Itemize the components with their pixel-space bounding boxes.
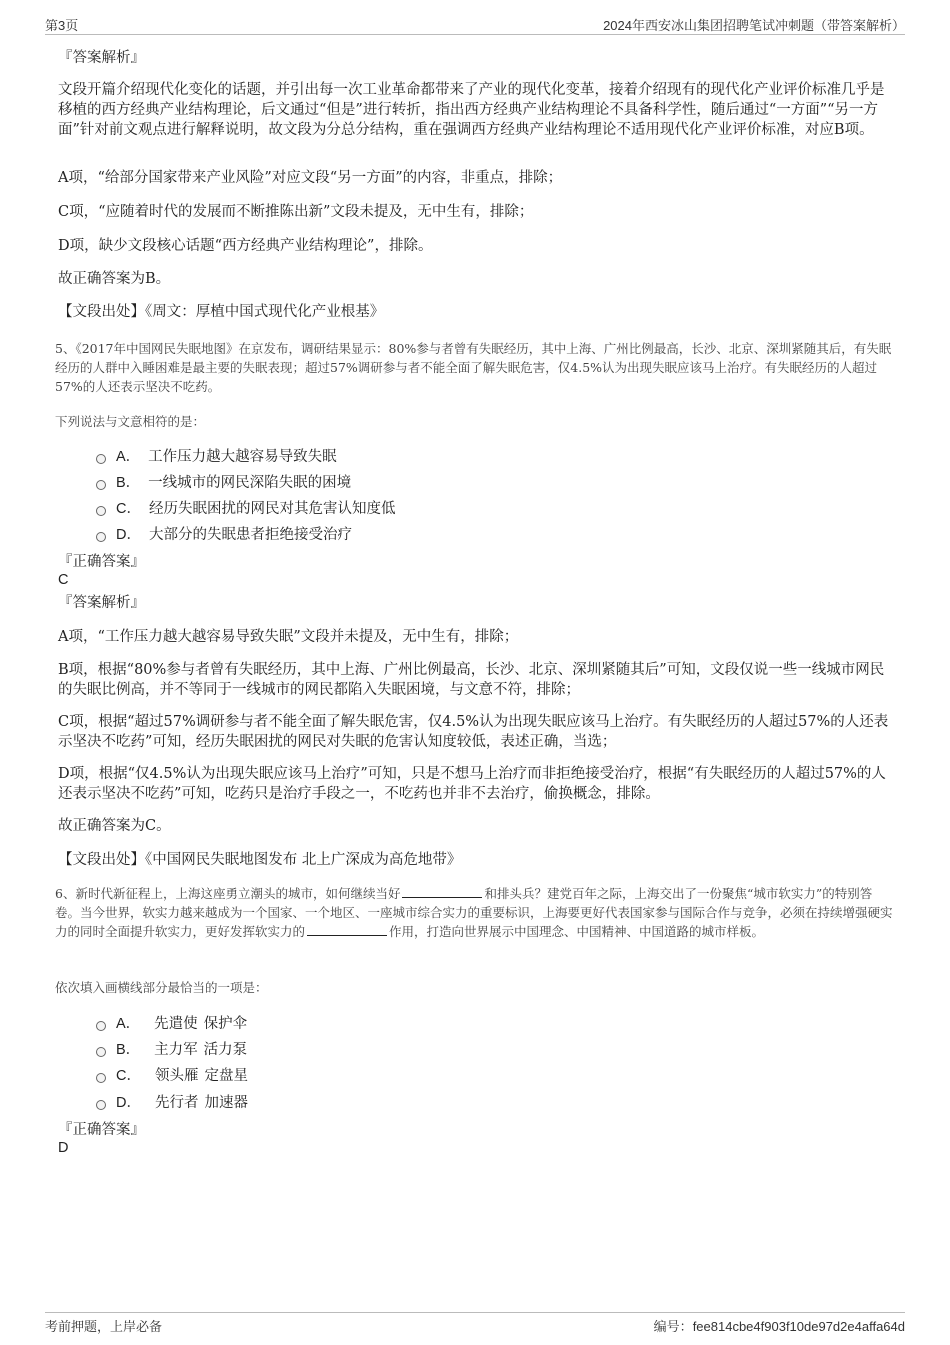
option-letter: B．: [116, 475, 141, 491]
stem-part-2: 和排头兵？建党百年之际，上海交出了一份聚焦“城市软实力”的特别答卷。当今世界，软实力越来越成为一个国家、一个地区、一座城市综合实力的重要标识，上海要更好代表国家参与国际合作与竞争，必须在持续增强硬实力的同时全面提升软实力，更好发挥软实力的: [55, 886, 893, 939]
radio-icon[interactable]: [96, 1047, 106, 1057]
option-text: 工作压力越大越容易导致失眠: [148, 449, 337, 465]
option-word-1: 领头雁: [154, 1068, 199, 1084]
option-text: 大部分的失眠患者拒绝接受治疗: [148, 527, 352, 543]
source-citation: 【文段出处】《中国网民失眠地图发布 北上广深成为高危地带》: [58, 852, 462, 868]
option-text: 经历失眠困扰的网民对其危害认知度低: [148, 501, 396, 517]
document-title: 2024年西安冰山集团招聘笔试冲刺题（带答案解析）: [603, 18, 905, 33]
option-text: 一线城市的网民深陷失眠的困境: [148, 475, 352, 491]
option-c[interactable]: [96, 1066, 248, 1086]
correct-answer: D: [58, 1140, 69, 1156]
correct-answer: C: [58, 572, 69, 588]
analysis-label: 『答案解析』: [58, 50, 145, 66]
footer-slogan: 考前押题，上岸必备: [45, 1319, 163, 1334]
source-citation: 【文段出处】《周文：厚植中国式现代化产业根基》: [58, 304, 385, 320]
option-word-2: 保护伞: [203, 1016, 248, 1032]
analysis-item-d: D项，缺少文段核心话题“西方经典产业结构理论”，排除。: [58, 238, 433, 254]
document-code: [654, 1316, 905, 1335]
analysis-item-c: C项，“应随着时代的发展而不断推陈出新”文段未提及，无中生有，排除；: [58, 204, 534, 220]
fill-blank-2: [307, 923, 387, 936]
question-stem: 5、《2017年中国网民失眠地图》在京发布，调研结果显示：80%参与者曾有失眠经历，其中上海、广州比例最高，长沙、北京、深圳紧随其后，有失眠经历的人群中入睡困难是最主要的失眠表现；超过57%调研参与者不能全面了解失眠危害，仅4.5%认为出现失眠应该马上治疗。有失眠经历的人超过57%的人还表示坚决不吃药。: [55, 341, 892, 394]
stem-part-3: 作用，打造向世界展示中国理念、中国精神、中国道路的城市样板。: [389, 924, 765, 939]
question-prompt: 依次填入画横线部分最恰当的一项是：: [55, 980, 268, 995]
option-letter: A．: [116, 1016, 141, 1032]
option-word-1: 先遣使: [154, 1016, 198, 1032]
option-word-2: 加速器: [204, 1095, 248, 1111]
analysis-item-c: C项，根据“超过57%调研参与者不能全面了解失眠危害，仅4.5%认为出现失眠应该马上治疗。有失眠经历的人超过57%的人还表示坚决不吃药”可知，经历失眠困扰的网民对失眠的危害认知度较低，表述正确，当选；: [58, 714, 889, 750]
page-number: 第3页: [45, 18, 79, 33]
radio-icon[interactable]: [96, 454, 106, 464]
stem-part-1: 6、新时代新征程上，上海这座勇立潮头的城市，如何继续当好: [55, 886, 401, 901]
correct-answer-label: 『正确答案』: [58, 554, 145, 570]
fill-blank-1: [402, 885, 482, 898]
question-stem: [55, 884, 897, 941]
question-prompt: 下列说法与文意相符的是：: [55, 414, 206, 429]
code-label: 编号：: [653, 1319, 693, 1334]
radio-icon[interactable]: [96, 480, 106, 490]
radio-icon[interactable]: [96, 506, 106, 516]
analysis-conclusion: 故正确答案为C。: [58, 818, 171, 834]
analysis-item-a: A项，“工作压力越大越容易导致失眠”文段并未提及，无中生有，排除；: [58, 629, 519, 645]
option-word-2: 定盘星: [204, 1068, 248, 1084]
code-value: fee814cbe4f903f10de97d2e4affa64d: [692, 1319, 905, 1334]
option-c[interactable]: [96, 499, 395, 519]
option-a[interactable]: [96, 1014, 247, 1034]
radio-icon[interactable]: [96, 1021, 106, 1031]
option-d[interactable]: [96, 525, 352, 545]
option-letter: D．: [116, 1095, 141, 1111]
page-header: [45, 14, 905, 35]
analysis-item-a: A项，“给部分国家带来产业风险”对应文段“另一方面”的内容，非重点，排除；: [58, 170, 563, 186]
option-word-1: 先行者: [154, 1095, 199, 1111]
radio-icon[interactable]: [96, 1100, 106, 1110]
radio-icon[interactable]: [96, 1073, 106, 1083]
option-word-1: 主力军: [154, 1042, 198, 1058]
analysis-label: 『答案解析』: [58, 595, 145, 611]
analysis-text: 文段开篇介绍现代化变化的话题，并引出每一次工业革命都带来了产业的现代化变革，接着介绍现有的现代化产业评价标准几乎是移植的西方经典产业结构理论，后文通过“但是”进行转折，指出西方经典产业结构理论不具备科学性，随后通过“一方面”“另一方面”针对前文观点进行解释说明，故文段为分总分结构，重在强调西方经典产业结构理论不适用现代化产业评价标准，对应B项。: [58, 82, 885, 138]
page-footer: [45, 1312, 905, 1337]
correct-answer-label: 『正确答案』: [58, 1122, 145, 1138]
option-a[interactable]: [96, 447, 337, 467]
option-letter: C．: [116, 1068, 141, 1084]
option-letter: D．: [116, 527, 141, 543]
option-letter: A．: [116, 449, 141, 465]
option-letter: C．: [116, 501, 141, 517]
option-d[interactable]: [96, 1093, 248, 1113]
option-b[interactable]: [96, 1040, 247, 1060]
option-word-2: 活力泵: [203, 1042, 248, 1058]
radio-icon[interactable]: [96, 532, 106, 542]
option-letter: B．: [116, 1042, 141, 1058]
analysis-conclusion: 故正确答案为B。: [58, 271, 171, 287]
option-b[interactable]: [96, 473, 351, 493]
analysis-item-b: B项，根据“80%参与者曾有失眠经历，其中上海、广州比例最高，长沙、北京、深圳紧随其后”可知，文段仅说一些一线城市网民的失眠比例高，并不等同于一线城市的网民都陷入失眠困境，与文意不符，排除；: [58, 662, 885, 698]
analysis-item-d: D项，根据“仅4.5%认为出现失眠应该马上治疗”可知，只是不想马上治疗而非拒绝接受治疗，根据“有失眠经历的人超过57%的人还表示坚决不吃药”可知，吃药只是治疗手段之一，不吃药也并非不去治疗，偷换概念，排除。: [58, 766, 886, 802]
